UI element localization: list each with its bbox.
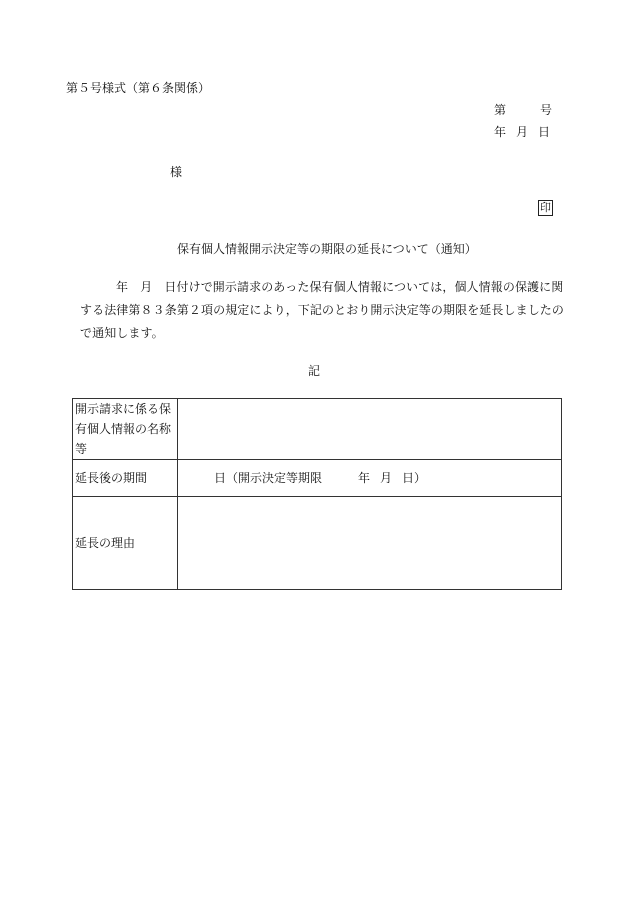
info-name-value [178, 399, 562, 460]
table-row [73, 497, 562, 590]
seal-stamp-box: 印 [540, 201, 551, 214]
info-name-label: 開示請求に係る保有個人情報の名称等 [73, 399, 178, 460]
period-day: 日（開示決定等期限 [214, 471, 323, 485]
extension-period-label: 延長後の期間 [73, 460, 178, 497]
extension-period-value [178, 460, 562, 497]
form-number-label: 第５号様式（第６条関係） [66, 81, 211, 95]
notice-body [80, 276, 564, 345]
notice-body-text: 年 月 日付けで開示請求のあった保有個人情報については，個人情報の保護に関する法律第８３条第２項の規定により，下記のとおり開示決定等の期限を延長しましたので通知します。 [80, 280, 565, 340]
doc-number-suffix: 号 [540, 103, 553, 117]
extension-reason-value [178, 497, 562, 590]
period-month: 月 [380, 471, 393, 485]
period-date: 日） [402, 471, 427, 485]
table-row [73, 399, 562, 460]
date-month: 月 [516, 125, 529, 139]
extension-reason-label: 延長の理由 [73, 497, 178, 590]
document-date [494, 123, 550, 140]
period-year: 年 [358, 471, 371, 485]
record-table [72, 398, 562, 590]
recipient-honorific: 様 [170, 165, 183, 179]
date-year: 年 [494, 125, 507, 139]
table-row [73, 460, 562, 497]
record-heading: 記 [308, 364, 321, 378]
document-number [494, 101, 552, 118]
notice-title: 保有個人情報開示決定等の期限の延長について（通知） [177, 242, 477, 256]
doc-number-prefix: 第 [494, 103, 507, 117]
date-day: 日 [538, 125, 551, 139]
